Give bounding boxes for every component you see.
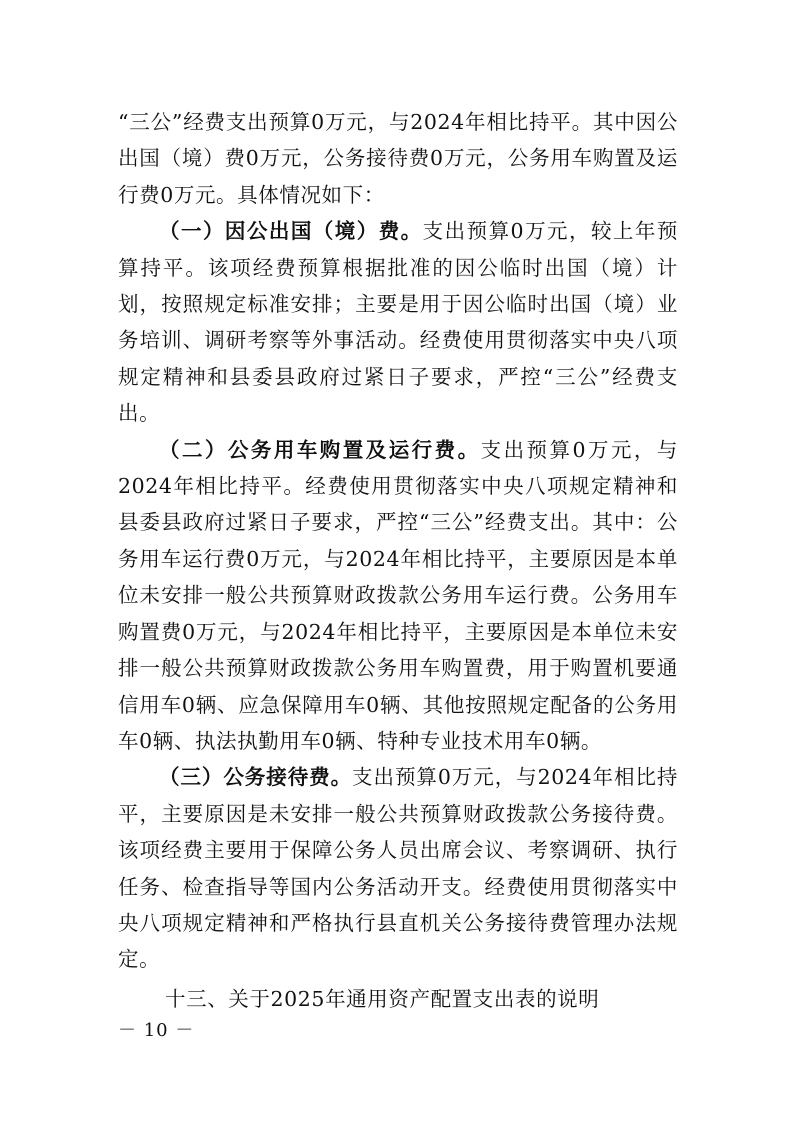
- paragraph-lead: （二）公务用车购置及运行费。: [159, 437, 481, 462]
- body-text: [118, 104, 678, 978]
- paragraph-text: 支出预算0万元，较上年预算持平。该项经费预算根据批准的因公临时出国（境）计划，按照规定标准安排；主要是用于因公临时出国（境）业务培训、调研考察等外事活动。经费使用贯彻落实中央八项规定精神和县委县政府过紧日子要求，严控“三公”经费支出。: [118, 219, 679, 426]
- paragraph-official-reception: [118, 759, 678, 977]
- page-number: － 10 －: [118, 1020, 195, 1041]
- paragraph-official-vehicles: [118, 432, 678, 760]
- paragraph-overseas-travel: [118, 213, 678, 431]
- paragraph-lead: （三）公务接待费。: [159, 765, 353, 790]
- section-heading: 十三、关于2025年通用资产配置支出表的说明: [165, 987, 600, 1011]
- paragraph-text: 支出预算0万元，与2024年相比持平，主要原因是未安排一般公共预算财政拨款公务接待费。该项经费主要用于保障公务人员出席会议、考察调研、执行任务、检查指导等国内公务活动开支。经费使用贯彻落实中央八项规定精神和严格执行县直机关公务接待费管理办法规定。: [118, 765, 678, 972]
- paragraph-lead: （一）因公出国（境）费。: [159, 219, 423, 244]
- paragraph-sangong-summary: [118, 104, 678, 213]
- paragraph-text: 支出预算0万元，与2024年相比持平。经费使用贯彻落实中央八项规定精神和县委县政府过紧日子要求，严控“三公”经费支出。其中：公务用车运行费0万元，与2024年相比持平，主要原因是本单位未安排一般公共预算财政拨款公务用车运行费。公务用车购置费0万元，与2024年相比持平，主要原因是本单位未安排一般公共预算财政拨款公务用车购置费，用于购置机要通信用车0辆、应急保障用车0辆、其他按照规定配备的公务用车0辆、执法执勤用车0辆、特种专业技术用车0辆。: [118, 437, 678, 753]
- paragraph-text: “三公”经费支出预算0万元，与2024年相比持平。其中因公出国（境）费0万元，公务接待费0万元，公务用车购置及运行费0万元。具体情况如下：: [118, 110, 678, 207]
